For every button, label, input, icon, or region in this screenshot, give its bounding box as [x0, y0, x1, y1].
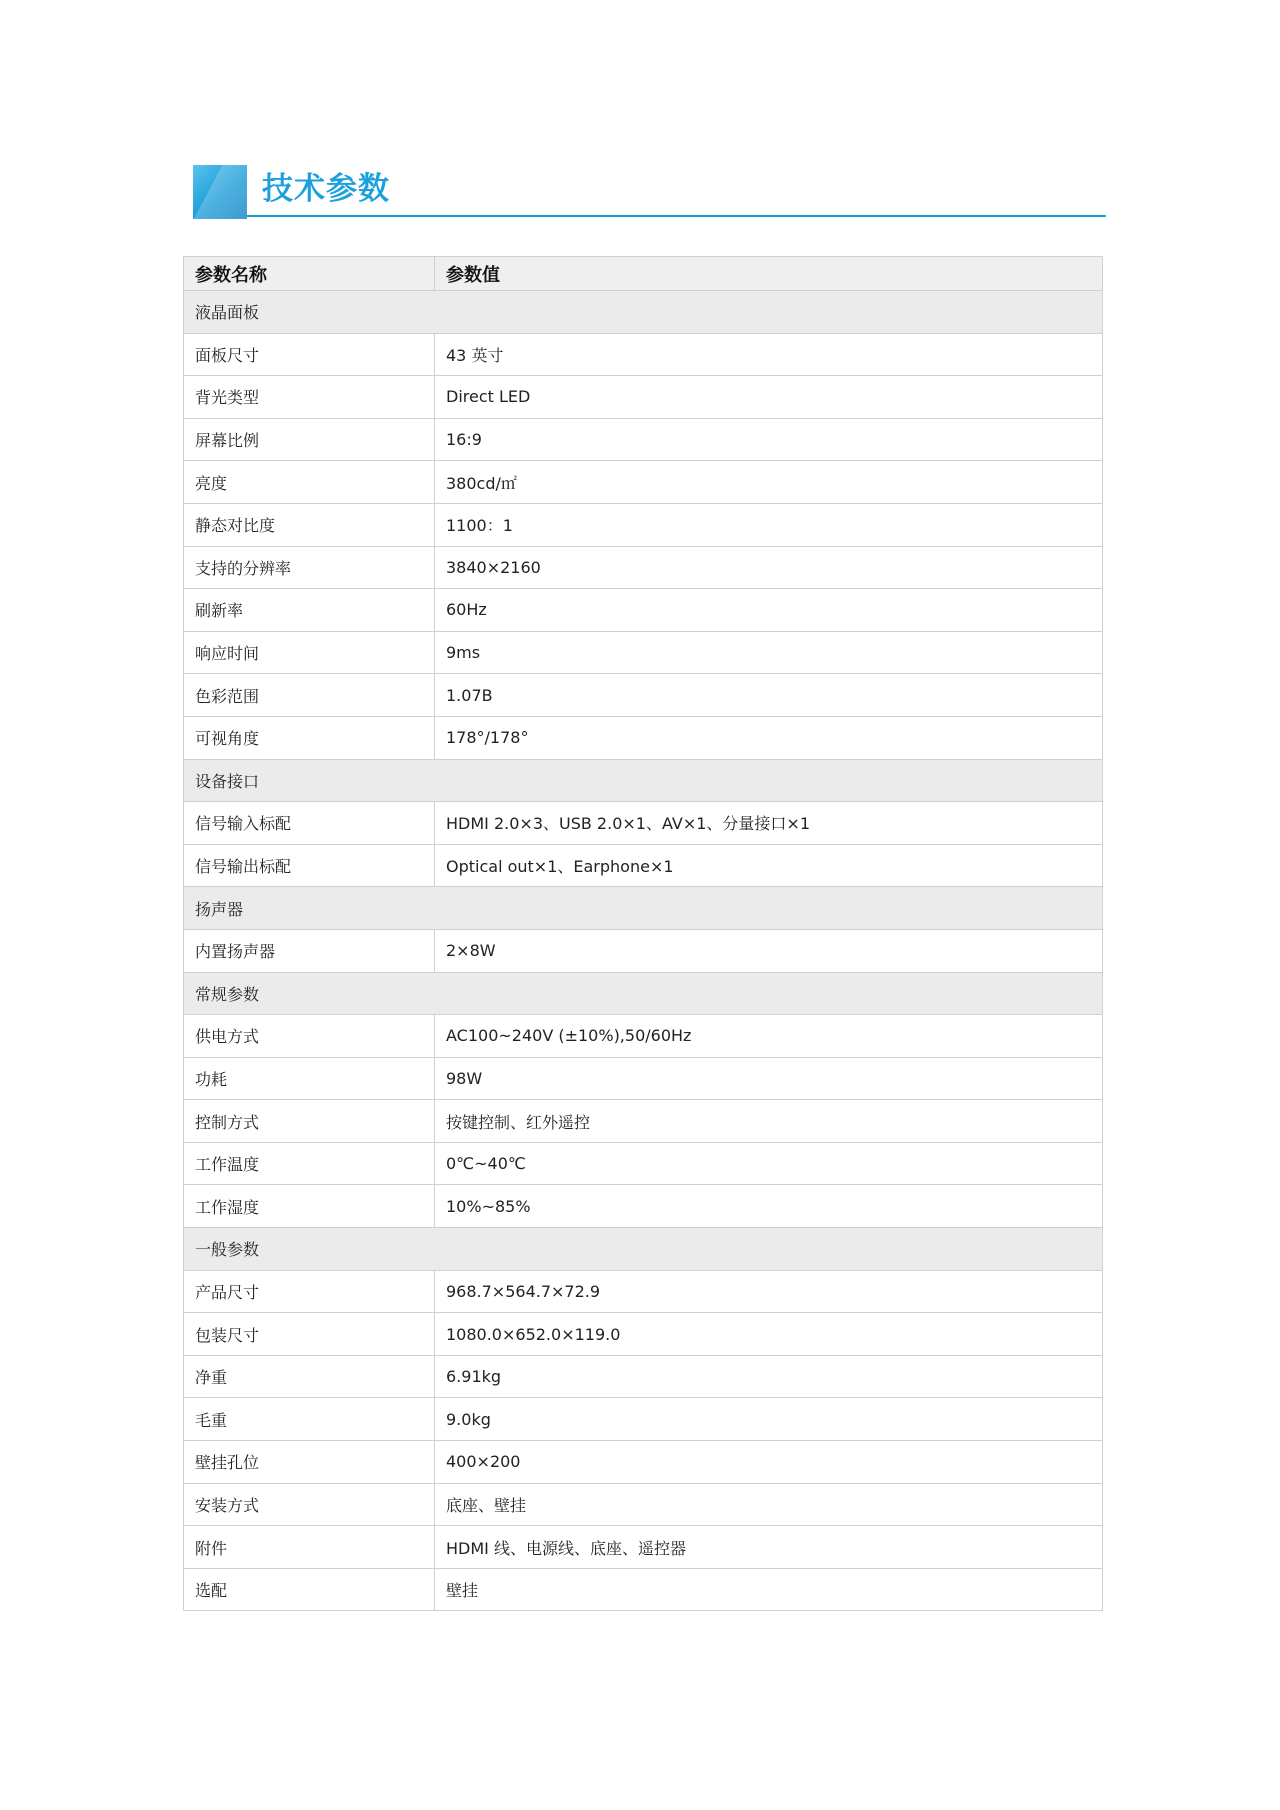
- table-row: [184, 1398, 1103, 1441]
- param-value: HDMI 2.0×3、USB 2.0×1、AV×1、分量接口×1: [435, 802, 1103, 845]
- table-row: [184, 503, 1103, 546]
- table-row: [184, 1568, 1103, 1611]
- param-value: 400×200: [435, 1441, 1103, 1484]
- table-row: [184, 1185, 1103, 1228]
- param-name: 产品尺寸: [184, 1270, 435, 1313]
- param-value: HDMI 线、电源线、底座、遥控器: [435, 1526, 1103, 1569]
- section-row: [184, 887, 1103, 930]
- table-row: [184, 376, 1103, 419]
- param-value: 1.07B: [435, 674, 1103, 717]
- table-row: [184, 461, 1103, 504]
- param-name: 屏幕比例: [184, 418, 435, 461]
- table-row: [184, 1355, 1103, 1398]
- table-row: [184, 674, 1103, 717]
- param-name: 信号输入标配: [184, 802, 435, 845]
- section-label: 设备接口: [184, 759, 1103, 802]
- table-row: [184, 1142, 1103, 1185]
- table-row: [184, 716, 1103, 759]
- table-row: [184, 802, 1103, 845]
- param-value: 3840×2160: [435, 546, 1103, 589]
- param-name: 色彩范围: [184, 674, 435, 717]
- param-value: 60Hz: [435, 589, 1103, 632]
- param-name: 安装方式: [184, 1483, 435, 1526]
- param-value: 1100：1: [435, 503, 1103, 546]
- section-label: 常规参数: [184, 972, 1103, 1015]
- param-name: 内置扬声器: [184, 929, 435, 972]
- table-row: [184, 333, 1103, 376]
- param-value: 380cd/㎡: [435, 461, 1103, 504]
- table-row: [184, 1270, 1103, 1313]
- param-name: 亮度: [184, 461, 435, 504]
- table-header-row: [184, 257, 1103, 291]
- section-label: 液晶面板: [184, 291, 1103, 334]
- param-value: 10%~85%: [435, 1185, 1103, 1228]
- table-row: [184, 1526, 1103, 1569]
- section-title: 技术参数: [262, 171, 390, 207]
- param-name: 控制方式: [184, 1100, 435, 1143]
- param-name: 工作温度: [184, 1142, 435, 1185]
- section-logo-icon: [193, 165, 247, 219]
- param-name: 刷新率: [184, 589, 435, 632]
- section-label: 扬声器: [184, 887, 1103, 930]
- param-value: 1080.0×652.0×119.0: [435, 1313, 1103, 1356]
- table-row: [184, 631, 1103, 674]
- param-value: 178°/178°: [435, 716, 1103, 759]
- param-value: 98W: [435, 1057, 1103, 1100]
- param-value: Optical out×1、Earphone×1: [435, 844, 1103, 887]
- table-row: [184, 1100, 1103, 1143]
- param-name: 选配: [184, 1568, 435, 1611]
- param-value: 0℃~40℃: [435, 1142, 1103, 1185]
- param-value: 9ms: [435, 631, 1103, 674]
- column-header-name: 参数名称: [184, 257, 435, 291]
- section-header: [193, 165, 1106, 219]
- param-name: 壁挂孔位: [184, 1441, 435, 1484]
- param-name: 面板尺寸: [184, 333, 435, 376]
- section-label: 一般参数: [184, 1228, 1103, 1271]
- param-value: 968.7×564.7×72.9: [435, 1270, 1103, 1313]
- table-row: [184, 929, 1103, 972]
- table-row: [184, 1015, 1103, 1058]
- param-name: 毛重: [184, 1398, 435, 1441]
- param-name: 净重: [184, 1355, 435, 1398]
- table-row: [184, 589, 1103, 632]
- param-name: 响应时间: [184, 631, 435, 674]
- column-header-value: 参数值: [435, 257, 1103, 291]
- table-row: [184, 546, 1103, 589]
- param-name: 可视角度: [184, 716, 435, 759]
- param-value: 2×8W: [435, 929, 1103, 972]
- param-name: 信号输出标配: [184, 844, 435, 887]
- param-value: 壁挂: [435, 1568, 1103, 1611]
- table-row: [184, 844, 1103, 887]
- table-row: [184, 1313, 1103, 1356]
- header-divider: [247, 215, 1106, 217]
- param-name: 供电方式: [184, 1015, 435, 1058]
- param-name: 附件: [184, 1526, 435, 1569]
- param-name: 背光类型: [184, 376, 435, 419]
- param-value: 16:9: [435, 418, 1103, 461]
- table-row: [184, 1441, 1103, 1484]
- spec-table: [183, 256, 1103, 1611]
- param-value: 按键控制、红外遥控: [435, 1100, 1103, 1143]
- param-value: Direct LED: [435, 376, 1103, 419]
- table-row: [184, 418, 1103, 461]
- param-name: 包装尺寸: [184, 1313, 435, 1356]
- param-value: 43 英寸: [435, 333, 1103, 376]
- param-name: 功耗: [184, 1057, 435, 1100]
- section-row: [184, 759, 1103, 802]
- param-value: AC100~240V (±10%),50/60Hz: [435, 1015, 1103, 1058]
- param-name: 工作湿度: [184, 1185, 435, 1228]
- param-value: 9.0kg: [435, 1398, 1103, 1441]
- section-row: [184, 1228, 1103, 1271]
- table-row: [184, 1057, 1103, 1100]
- table-row: [184, 1483, 1103, 1526]
- section-row: [184, 291, 1103, 334]
- param-name: 静态对比度: [184, 503, 435, 546]
- param-name: 支持的分辨率: [184, 546, 435, 589]
- section-row: [184, 972, 1103, 1015]
- param-value: 6.91kg: [435, 1355, 1103, 1398]
- param-value: 底座、壁挂: [435, 1483, 1103, 1526]
